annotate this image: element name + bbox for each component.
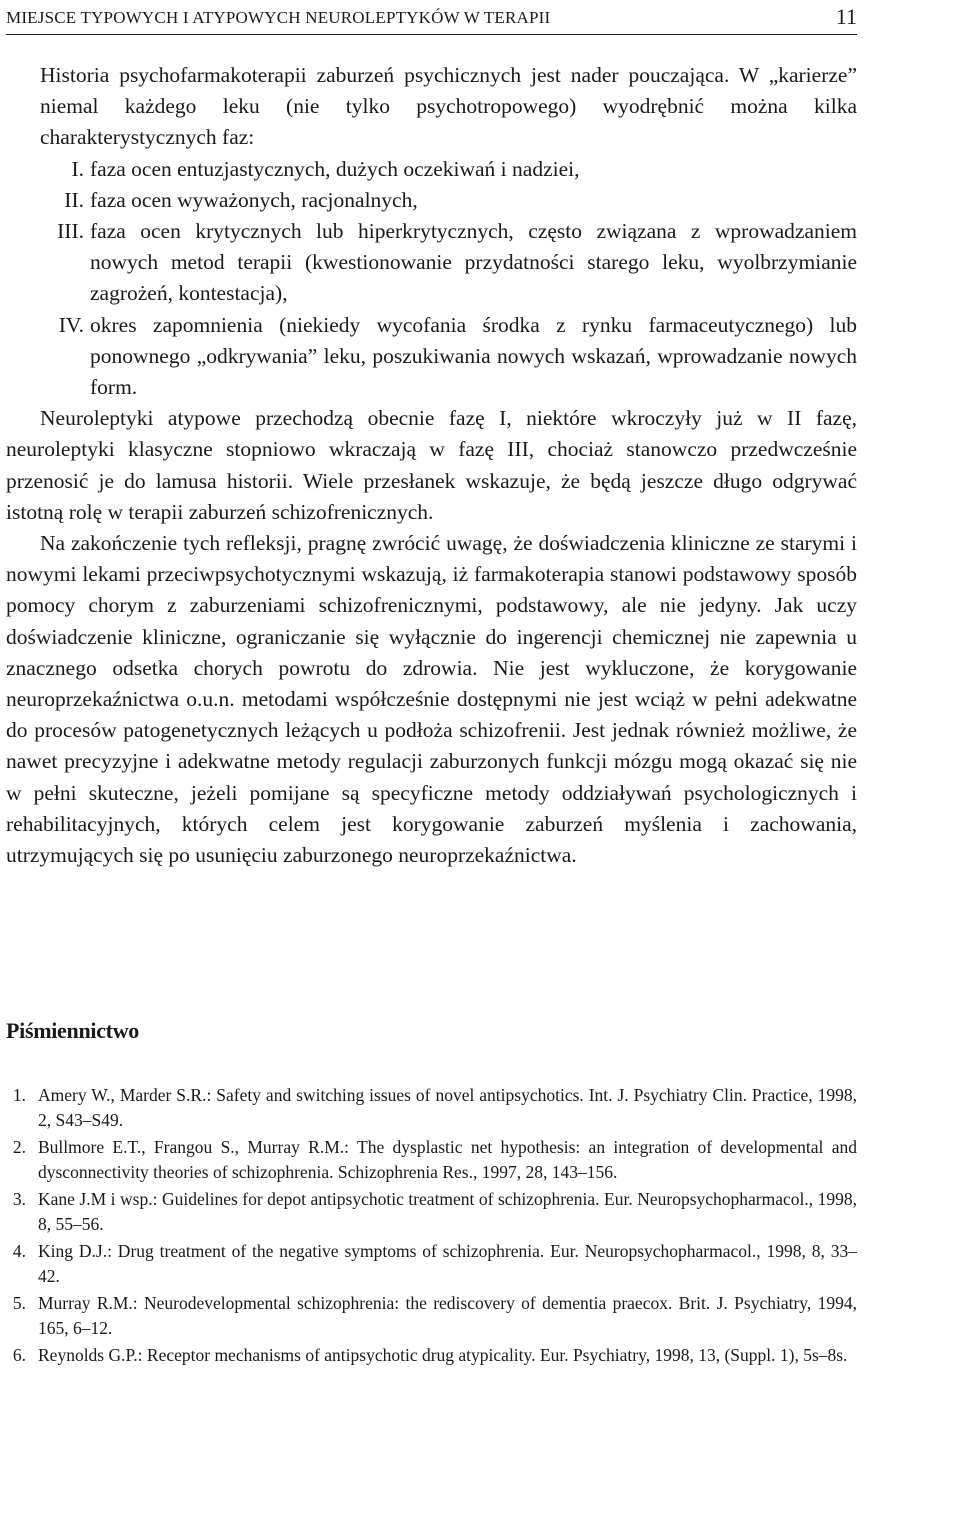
reference-number: 3. — [12, 1189, 26, 1209]
paragraph-atypical: Neuroleptyki atypowe przechodzą obecnie fazę I, niektóre wkroczyły już w II fazę, neuroleptyki klasyczne stopniowo wkraczają w fazę III, chociaż stanowczo przedwcześnie przenosić je do lamusa historii. Wiele przesłanek wskazuje, że będą jeszcze długo odgrywać istotną rolę w terapii zaburzeń schizofrenicznych. — [6, 406, 857, 524]
reference-text: Reynolds G.P.: Receptor mechanisms of antipsychotic drug atypicality. Eur. Psychiatry, 1998, 13, (Suppl. 1), 5s–8s. — [38, 1345, 848, 1365]
references-heading: Piśmiennictwo — [6, 1018, 139, 1043]
reference-item — [6, 1135, 857, 1185]
running-title: MIEJSCE TYPOWYCH I ATYPOWYCH NEUROLEPTYKÓW W TERAPII — [6, 8, 551, 27]
phase-text: faza ocen entuzjastycznych, dużych oczekiwań i nadziei, — [90, 156, 580, 181]
reference-number: 5. — [12, 1293, 26, 1313]
running-header — [6, 4, 857, 35]
body-text — [6, 60, 857, 871]
phase-text: faza ocen wyważonych, racjonalnych, — [90, 187, 418, 212]
intro-paragraph: Historia psychofarmakoterapii zaburzeń psychicznych jest nader pouczająca. W „karierze” niemal każdego leku (nie tylko psychotropowego) wyodrębnić można kilka charakterystycznych faz: — [40, 63, 857, 150]
phase-item — [6, 310, 857, 404]
phase-number: I. — [71, 156, 84, 181]
phase-list — [6, 154, 857, 404]
reference-number: 2. — [12, 1137, 26, 1157]
reference-number: 1. — [12, 1085, 26, 1105]
reference-text: Murray R.M.: Neurodevelopmental schizophrenia: the rediscovery of dementia praecox. Brit. J. Psychiatry, 1994, 165, 6–12. — [38, 1293, 857, 1338]
reference-item — [6, 1083, 857, 1133]
phase-item — [6, 216, 857, 310]
reference-number: 6. — [12, 1345, 26, 1365]
reference-item — [6, 1187, 857, 1237]
references-list — [6, 1083, 857, 1370]
reference-text: Bullmore E.T., Frangou S., Murray R.M.: The dysplastic net hypothesis: an integration of developmental and dysconnectivity theories of schizophrenia. Schizophrenia Res., 1997, 28, 143–156. — [38, 1137, 857, 1182]
reference-text: Amery W., Marder S.R.: Safety and switching issues of novel antipsychotics. Int. J. Psychiatry Clin. Practice, 1998, 2, S43–S49. — [38, 1085, 857, 1130]
phase-number: III. — [57, 219, 84, 244]
reference-item — [6, 1239, 857, 1289]
phase-number: II. — [64, 187, 84, 212]
phase-item — [6, 154, 857, 185]
reference-item — [6, 1343, 857, 1368]
paragraph-conclusion: Na zakończenie tych refleksji, pragnę zwrócić uwagę, że doświadczenia kliniczne ze starymi i nowymi lekami przeciwpsychotycznymi wskazują, iż farmakoterapia stanowi podstawowy sposób pomocy chorym z zaburzeniami schizofrenicznymi, podstawowy, ale nie jedyny. Jak uczy doświadczenie kliniczne, ograniczanie się wyłącznie do ingerencji chemicznej nie zapewnia u znacznego odsetka chorych powrotu do zdrowia. Nie jest wykluczone, że korygowanie neuroprzekaźnictwa o.u.n. metodami współcześnie dostępnymi nie jest wciąż w pełni adekwatne do procesów patogenetycznych leżących u podłoża schizofrenii. Jest jednak również możliwe, że nawet precyzyjne i adekwatne metody regulacji zaburzonych funkcji mózgu mogą okazać się nie w pełni skuteczne, jeżeli pomijane są specyficzne metody oddziaływań psychologicznych i rehabilitacyjnych, których celem jest korygowanie zaburzeń myślenia i zachowania, utrzymujących się po usunięciu zaburzonego neuroprzekaźnictwa. — [6, 531, 857, 868]
reference-text: Kane J.M i wsp.: Guidelines for depot antipsychotic treatment of schizophrenia. Eur. Neuropsychopharmacol., 1998, 8, 55–56. — [38, 1189, 857, 1234]
phase-item — [6, 185, 857, 216]
phase-number: IV. — [58, 312, 84, 337]
page-number: 11 — [835, 4, 857, 29]
reference-item — [6, 1291, 857, 1341]
reference-text: King D.J.: Drug treatment of the negative symptoms of schizophrenia. Eur. Neuropsychopharmacol., 1998, 8, 33–42. — [38, 1241, 857, 1286]
phase-text: faza ocen krytycznych lub hiperkrytycznych, często związana z wprowadzaniem nowych metod terapii (kwestionowanie przydatności starego leku, wyolbrzymianie zagrożeń, kontestacja), — [90, 219, 857, 306]
reference-number: 4. — [12, 1241, 26, 1261]
phase-text: okres zapomnienia (niekiedy wycofania środka z rynku farmaceutycznego) lub ponownego „odkrywania” leku, poszukiwania nowych wskazań, wprowadzanie nowych form. — [90, 312, 857, 400]
